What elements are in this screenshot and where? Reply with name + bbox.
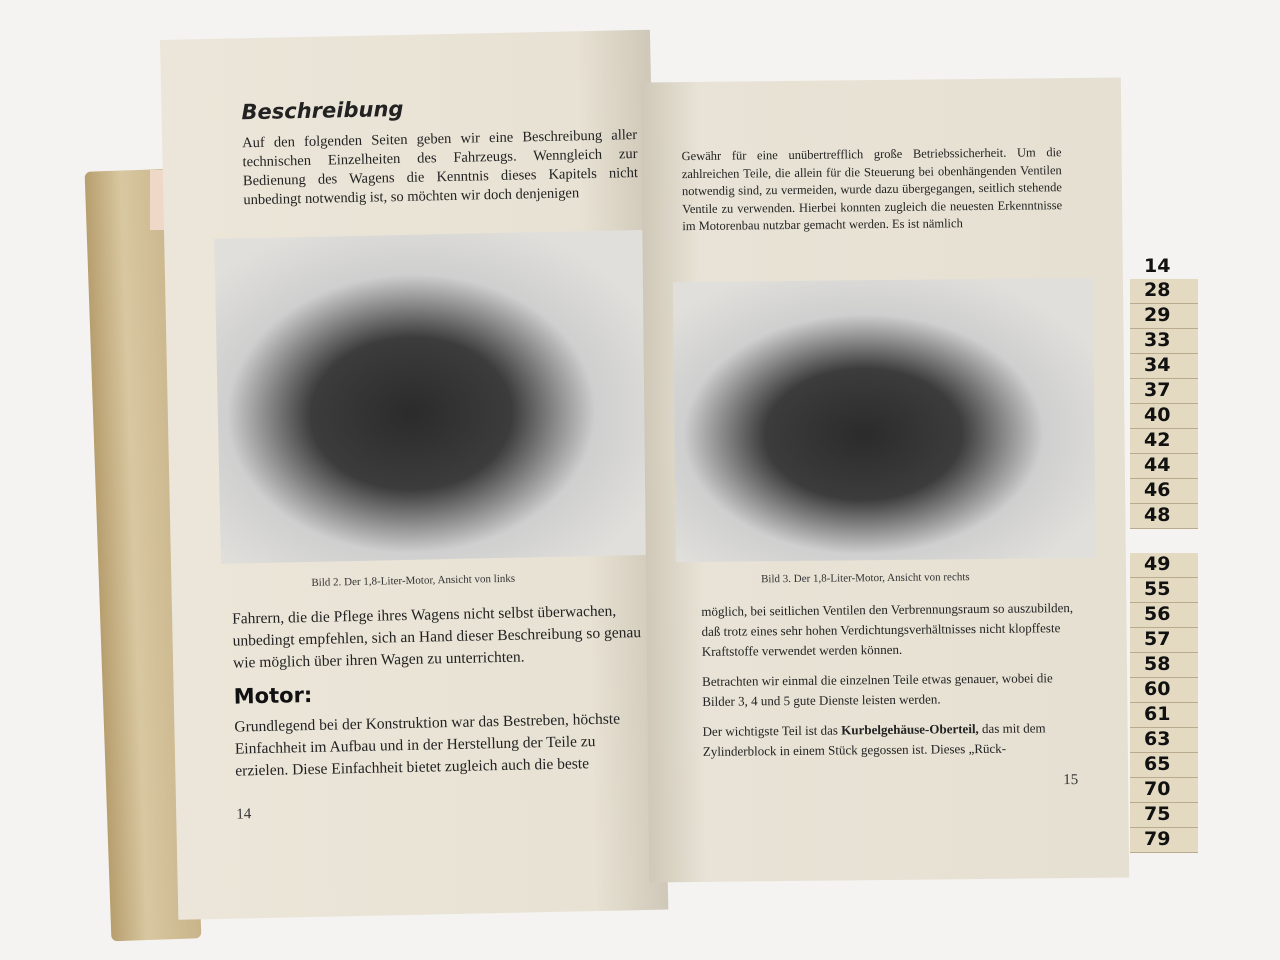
engine-photo-left [214, 230, 651, 564]
index-tab[interactable]: 28 [1130, 279, 1198, 304]
index-tab[interactable]: 37 [1130, 379, 1198, 404]
index-tab[interactable]: 60 [1130, 678, 1198, 703]
index-tab[interactable]: 63 [1130, 728, 1198, 753]
index-tab[interactable]: 44 [1130, 454, 1198, 479]
figure-caption: Bild 2. Der 1,8-Liter-Motor, Ansicht von links [311, 572, 516, 589]
index-tab[interactable]: 46 [1130, 479, 1198, 504]
right-page [641, 78, 1129, 883]
index-tab[interactable]: 29 [1130, 304, 1198, 329]
paragraph: Gewähr für eine unübertrefflich große Betriebssicherheit. Um die zahlreichen Teile, die allein für die Steuerung bei obenhängenden Ventilen notwendig sind, zu vermeiden, wurde dazu übergegangen, seitlich stehende Ventile zu verwenden. Hierbei konnten zugleich die neuesten Erkenntnisse im Motorenbau nutzbar gemacht werden. Es ist nämlich [681, 145, 1063, 234]
index-tab[interactable]: 58 [1130, 653, 1198, 678]
text: das mit dem Zylinderblock in einem Stück gegossen ist. Dieses „Rück- [702, 720, 1046, 759]
index-tab[interactable]: 75 [1130, 803, 1198, 828]
text: Der wichtigste Teil ist das [702, 722, 842, 739]
page-number: 14 [236, 806, 252, 823]
bold-term: Kurbelgehäuse-Oberteil, [841, 721, 979, 738]
index-tab[interactable]: 48 [1130, 504, 1198, 529]
motor-heading: Motor: [233, 682, 313, 709]
index-tab[interactable]: 55 [1130, 578, 1198, 603]
left-page [160, 30, 668, 920]
index-tab[interactable]: 33 [1130, 329, 1198, 354]
index-tab[interactable]: 70 [1130, 778, 1198, 803]
paragraph: Betrachten wir einmal die einzelnen Teile etwas genauer, wobei die Bilder 3, 4 und 5 gute Dienste leisten werden. [702, 670, 1053, 709]
index-tab[interactable]: 42 [1130, 429, 1198, 454]
left-body [232, 600, 646, 824]
index-tab[interactable]: 40 [1130, 404, 1198, 429]
intro-paragraph: Auf den folgenden Seiten geben wir eine Beschreibung aller technischen Einzelheiten des Fahrzeugs. Wenngleich zur Bedienung des Wagens die Kenntnis dieses Kapitels nicht unbedingt notwendig ist, so möchten wir doch denjenigen [242, 127, 639, 209]
paragraph: Grundlegend bei der Konstruktion war das Bestreben, höchste Einfachheit im Aufbau und in der Herstellung der Teile zu erzielen. Diese Einfachheit bietet zugleich auch die beste [234, 710, 621, 780]
page-number: 15 [1063, 771, 1079, 789]
paragraph: möglich, bei seitlichen Ventilen den Verbrennungsraum so auszubilden, daß trotz eines sehr hohen Verdichtungsverhältnisses nicht klopffeste Kraftstoffe verwendet werden können. [701, 600, 1074, 659]
index-tab[interactable]: 79 [1130, 828, 1198, 853]
index-tab[interactable]: 57 [1130, 628, 1198, 653]
index-tab[interactable]: 61 [1130, 703, 1198, 728]
thumb-index-tabs [1130, 255, 1198, 853]
paragraph: Fahrern, die die Pflege ihres Wagens nicht selbst überwachen, unbedingt empfehlen, sich an Hand dieser Beschreibung so genau wie möglich über ihren Wagen zu unterrichten. [231, 602, 642, 672]
index-tab[interactable]: 65 [1130, 753, 1198, 778]
index-tab[interactable]: 14 [1144, 255, 1171, 277]
section-heading: Beschreibung [241, 96, 404, 125]
figure-caption: Bild 3. Der 1,8-Liter-Motor, Ansicht von rechts [760, 571, 970, 586]
index-tab[interactable]: 49 [1130, 553, 1198, 578]
paragraph [703, 718, 1078, 762]
index-tab[interactable]: 34 [1130, 354, 1198, 379]
right-body [701, 598, 1078, 793]
engine-photo-right [673, 278, 1096, 562]
index-tab[interactable]: 56 [1130, 603, 1198, 628]
